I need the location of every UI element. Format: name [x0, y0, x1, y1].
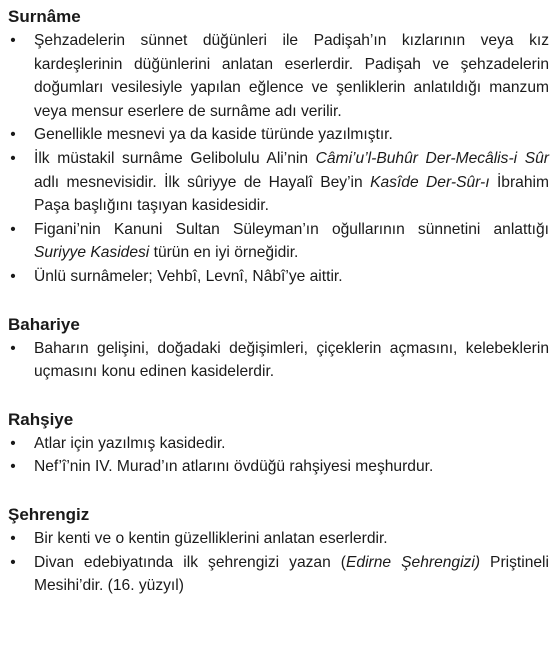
- work-title: Kasîde Der-Sûr-ı: [370, 173, 490, 191]
- section-heading: Şehrengiz: [8, 504, 90, 524]
- work-title: Suriyye Kasidesi: [34, 244, 150, 262]
- bullet-icon: •: [10, 434, 16, 452]
- bullet-icon: •: [10, 220, 16, 238]
- section-sehrengiz: [8, 504, 549, 598]
- section-rahsiye: [8, 409, 549, 479]
- section-bahariye: [8, 314, 549, 384]
- list-item: • Genellikle mesnevi ya da kaside türünde yazılmıştır.: [8, 123, 549, 147]
- list-item: • Figani’nin Kanuni Sultan Süleyman’ın oğullarının sünnetini anlattığı Suriyye Kasidesi türün en iyi örneğidir.: [8, 218, 549, 265]
- list-item: • Atlar için yazılmış kasidedir.: [8, 432, 549, 456]
- bullet-icon: •: [10, 529, 16, 547]
- bullet-icon: •: [10, 32, 16, 49]
- bullet-icon: •: [10, 267, 16, 285]
- bullet-icon: •: [10, 458, 16, 476]
- bullet-list: [8, 337, 549, 384]
- section-heading: Rahşiye: [8, 409, 74, 429]
- bullet-icon: •: [10, 339, 16, 357]
- work-title: Edirne Şehrengizi): [346, 553, 481, 571]
- bullet-icon: •: [10, 149, 16, 167]
- list-item: • Şehzadelerin sünnet düğünleri ile Padişah’ın kızlarının veya kız kardeşlerinin düğünlerini anlatan eserlerdir. Padişah ve şehzadelerin doğumları vesilesiyle yapılan eğlence ve şenliklerin anlatıldığı manzum veya mensur eserlere de surnâme adı verilir.: [8, 29, 549, 123]
- section-heading: Surnâme: [8, 7, 81, 26]
- bullet-icon: •: [10, 553, 16, 571]
- bullet-list: [8, 29, 549, 289]
- list-item: • Divan edebiyatında ilk şehrengizi yazan (Edirne Şehrengizi) Priştineli Mesihi’dir. (16. yüzyıl): [8, 551, 549, 598]
- work-title: Câmi’u’l-Buhûr Der-Mecâlis-i Sûr: [315, 149, 549, 167]
- bullet-list: [8, 527, 549, 598]
- bullet-icon: •: [10, 126, 16, 144]
- list-item: • Nef’î’nin IV. Murad’ın atlarını övdüğü rahşiyesi meşhurdur.: [8, 455, 549, 479]
- list-item: • Baharın gelişini, doğadaki değişimleri, çiçeklerin açmasını, kelebeklerin uçmasını konu edinen kasidelerdir.: [8, 337, 549, 384]
- list-item: • Bir kenti ve o kentin güzelliklerini anlatan eserlerdir.: [8, 527, 549, 551]
- section-surname: [8, 6, 549, 289]
- list-item: • Ünlü surnâmeler; Vehbî, Levnî, Nâbî’ye aittir.: [8, 265, 549, 289]
- bullet-list: [8, 432, 549, 479]
- list-item: • İlk müstakil surnâme Gelibolulu Ali’nin Câmi’u’l-Buhûr Der-Mecâlis-i Sûr adlı mesnevisidir. İlk sûriyye de Hayalî Bey’in Kasîde Der-Sûr-ı İbrahim Paşa başlığını taşıyan kasidesidir.: [8, 147, 549, 218]
- section-heading: Bahariye: [8, 314, 80, 334]
